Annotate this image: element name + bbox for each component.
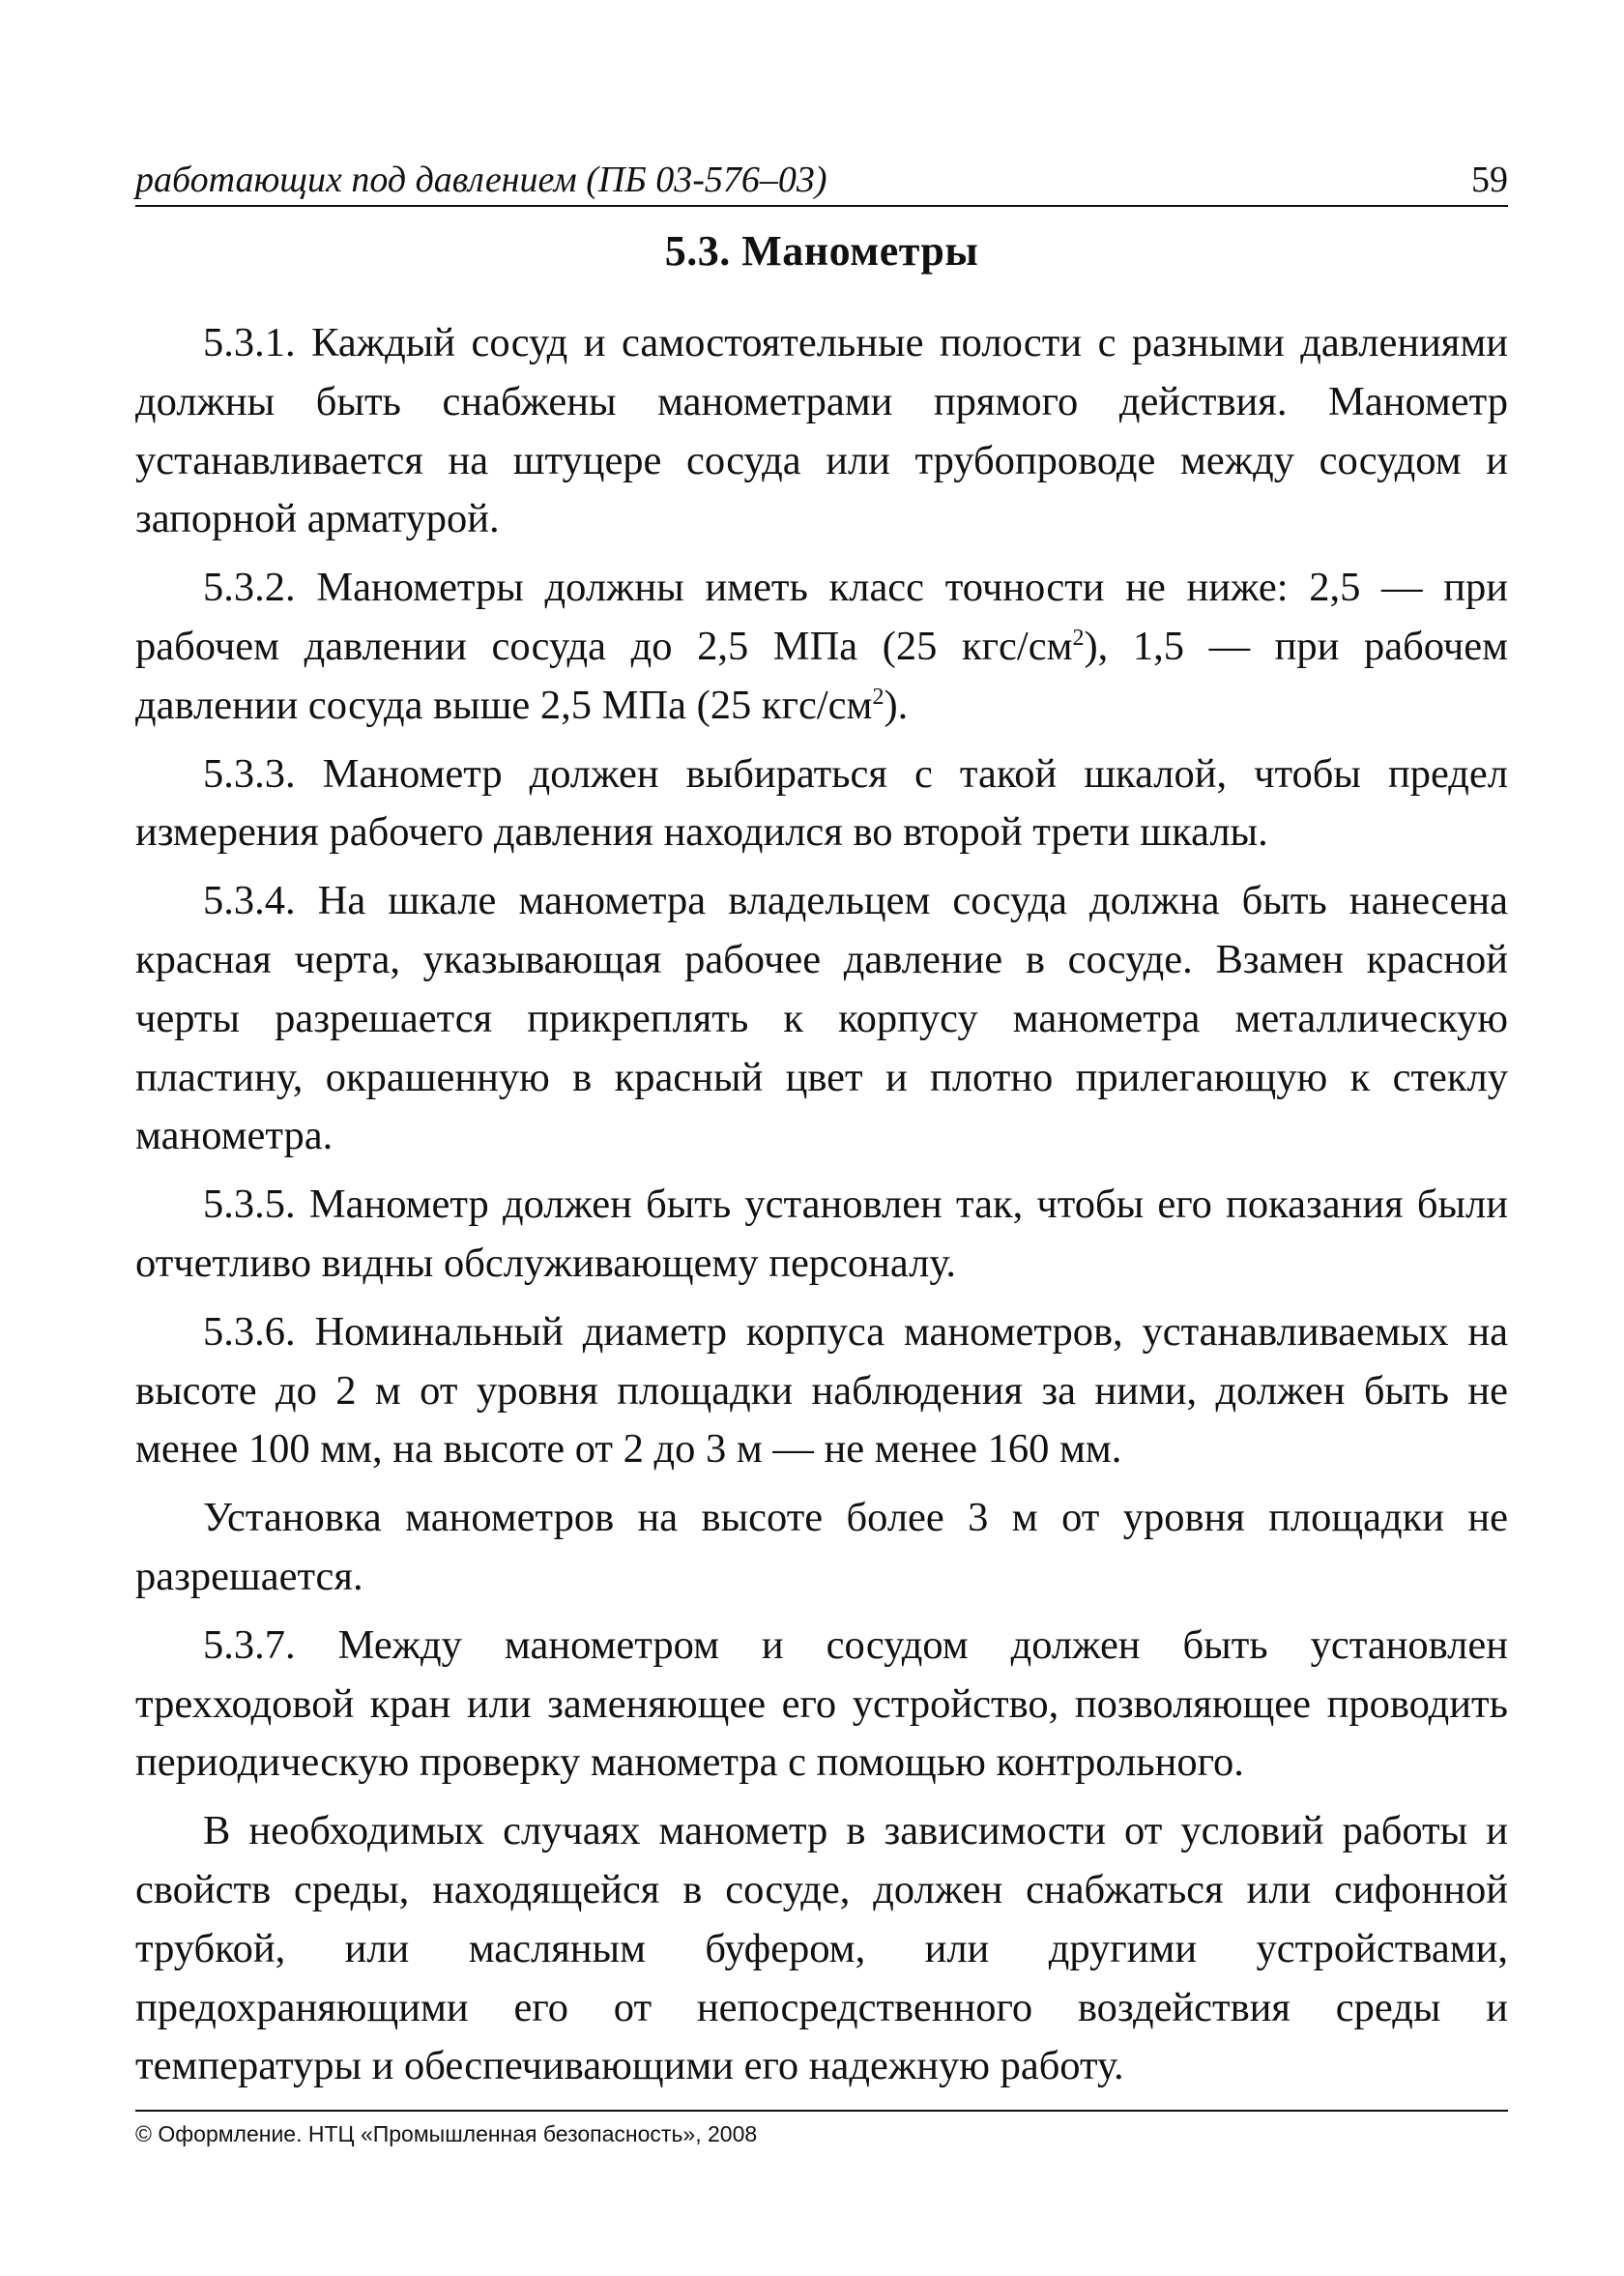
paragraph-5-3-6-note: Установка манометров на высоте более 3 м от уровня площадки не разрешается. — [135, 1495, 1508, 1599]
section-body — [135, 314, 1508, 2096]
header-title: работающих под давлением (ПБ 03-576–03) — [135, 160, 827, 200]
paragraph-5-3-2 — [135, 559, 1508, 735]
page-number: 59 — [1471, 160, 1508, 200]
paragraph-5-3-5: 5.3.5. Манометр должен быть установлен так, чтобы его показания были отчетливо видны обслуживающему персоналу. — [135, 1182, 1508, 1286]
document-page — [135, 145, 1508, 2096]
paragraph-5-3-4: 5.3.4. На шкале манометра владельцем сосуда должна быть нанесена красная черта, указывающая рабочее давление в сосуде. Взамен красной черты разрешается прикреплять к корпусу манометра металлическую пластину, окрашенную в красный цвет и плотно прилегающую к стеклу манометра. — [135, 878, 1508, 1159]
paragraph-5-3-2-part-c: ). — [884, 682, 909, 728]
superscript-2: 2 — [872, 684, 884, 710]
superscript-2: 2 — [1072, 625, 1085, 651]
paragraph-5-3-7-note: В необходимых случаях манометр в зависимости от условий работы и свойств среды, находящейся в сосуде, должен снабжаться или сифонной трубкой, или масляным буфером, или другими устройствами, предохраняющими его от непосредственного воздействия среды и температуры и обеспечивающими его надежную работу. — [135, 1808, 1508, 2089]
paragraph-5-3-1: 5.3.1. Каждый сосуд и самостоятельные полости с разными давлениями должны быть снабжены манометрами прямого действия. Манометр устанавливается на штуцере сосуда или трубопроводе между сосудом и запорной арматурой. — [135, 320, 1508, 542]
paragraph-5-3-2-part-b: ), 1,5 — при рабочем давлении сосуда выше 2,5 МПа (25 кгс/см — [135, 623, 1508, 728]
copyright-text: © Оформление. НТЦ «Промышленная безопасность», 2008 — [135, 2121, 758, 2146]
paragraph-5-3-2-part-a: 5.3.2. Манометры должны иметь класс точности не ниже: 2,5 — при рабочем давлении сосуда до 2,5 МПа (25 кгс/см — [135, 565, 1508, 669]
paragraph-5-3-7: 5.3.7. Между манометром и сосудом должен быть установлен трехходовой кран или заменяющее его устройство, позволяющее проводить периодическую проверку манометра с помощью контрольного. — [135, 1621, 1508, 1786]
paragraph-5-3-6: 5.3.6. Номинальный диаметр корпуса манометров, устанавливаемых на высоте до 2 м от уровня площадки наблюдения за ними, должен быть не менее 100 мм, на высоте от 2 до 3 м — не менее 160 мм. — [135, 1308, 1508, 1473]
page-footer — [135, 2110, 1508, 2147]
section-title: 5.3. Манометры — [664, 227, 979, 275]
running-header — [135, 145, 1508, 207]
paragraph-5-3-3: 5.3.3. Манометр должен выбираться с такой шкалой, чтобы предел измерения рабочего давления находился во второй трети шкалы. — [135, 750, 1508, 856]
